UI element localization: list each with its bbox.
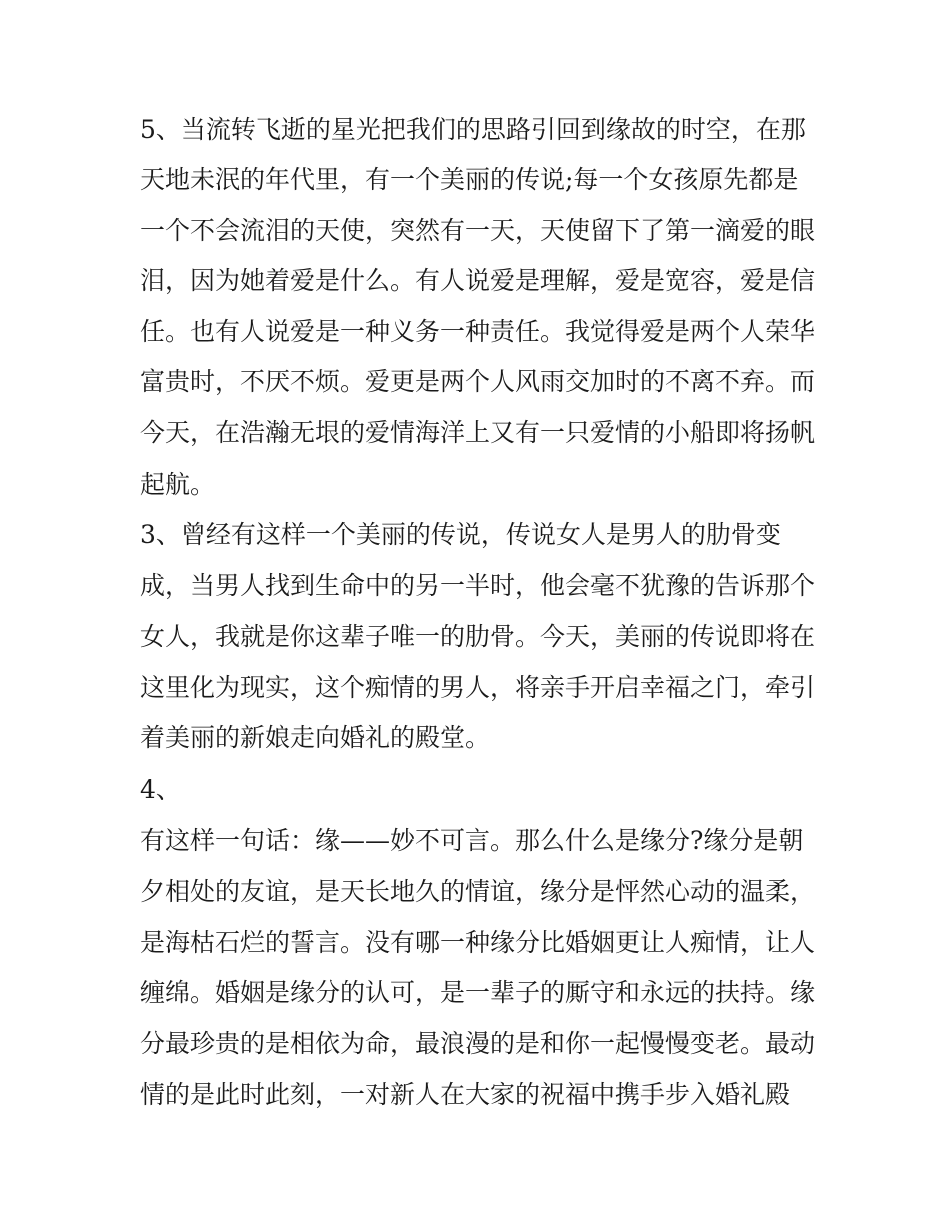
- text-line: 4、: [140, 775, 181, 804]
- text-line: 今天，在浩瀚无垠的爱情海洋上又有一只爱情的小船即将扬帆: [140, 418, 816, 447]
- text-line: 一个不会流泪的天使，突然有一天，天使留下了第一滴爱的眼: [140, 216, 816, 245]
- text-line: 天地未泯的年代里，有一个美丽的传说;每一个女孩原先都是: [140, 165, 799, 194]
- text-line: 5、当流转飞逝的星光把我们的思路引回到缘故的时空，在那: [140, 115, 806, 144]
- text-line: 3、曾经有这样一个美丽的传说，传说女人是男人的肋骨变: [140, 520, 781, 549]
- text-line: 是海枯石烂的誓言。没有哪一种缘分比婚姻更让人痴情，让人: [140, 928, 816, 957]
- text-line: 缠绵。婚姻是缘分的认可，是一辈子的厮守和永远的扶持。缘: [140, 978, 816, 1007]
- text-line: 成，当男人找到生命中的另一半时，他会毫不犹豫的告诉那个: [140, 571, 816, 600]
- text-line: 夕相处的友谊，是天长地久的情谊，缘分是怦然心动的温柔，: [140, 877, 816, 906]
- text-line: 泪，因为她着爱是什么。有人说爱是理解，爱是宽容，爱是信: [140, 266, 816, 295]
- text-line: 富贵时，不厌不烦。爱更是两个人风雨交加时的不离不弃。而: [140, 367, 816, 396]
- text-line: 女人，我就是你这辈子唯一的肋骨。今天，美丽的传说即将在: [140, 622, 816, 651]
- text-line: 着美丽的新娘走向婚礼的殿堂。: [140, 723, 491, 752]
- text-line: 任。也有人说爱是一种义务一种责任。我觉得爱是两个人荣华: [140, 317, 816, 346]
- text-line: 分最珍贵的是相依为命，最浪漫的是和你一起慢慢变老。最动: [140, 1029, 816, 1058]
- text-line: 这里化为现实，这个痴情的男人，将亲手开启幸福之门，牵引: [140, 673, 816, 702]
- text-line: 起航。: [140, 470, 216, 499]
- text-line: 有这样一句话：缘——妙不可言。那么什么是缘分?缘分是朝: [140, 826, 804, 855]
- text-line: 情的是此时此刻，一对新人在大家的祝福中携手步入婚礼殿: [140, 1080, 791, 1109]
